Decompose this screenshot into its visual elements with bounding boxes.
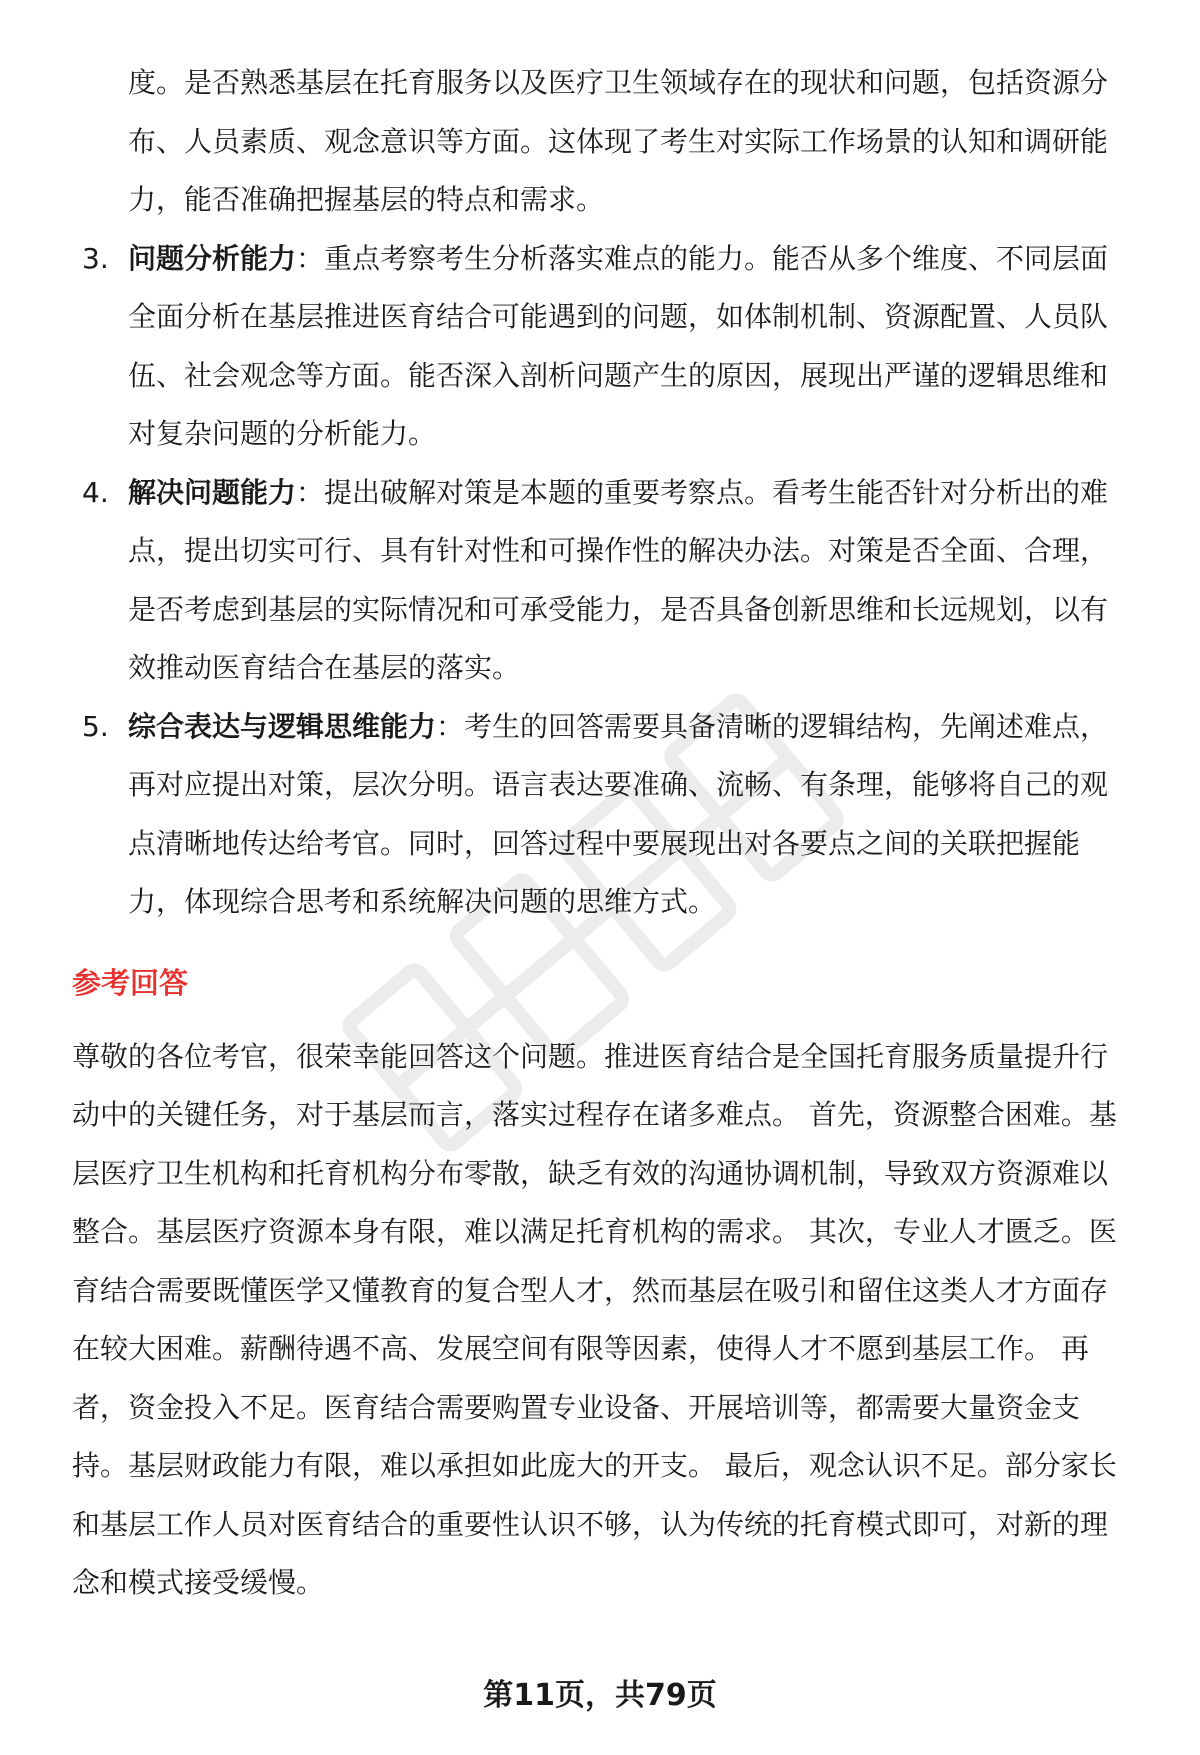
list-item-number: 4. bbox=[82, 475, 109, 509]
list-item-text: ：重点考察考生分析落实难点的能力。能否从多个维度、不同层面全面分析在基层推进医育结合可能遇到的问题，如体制机制、资源配置、人员队伍、社会观念等方面。能否深入剖析问题产生的原因，展现出严谨的逻辑思维和对复杂问题的分析能力。 bbox=[128, 241, 1109, 450]
list-item-number: 5. bbox=[82, 709, 109, 743]
ability-list bbox=[72, 230, 1132, 932]
list-item bbox=[72, 464, 1132, 698]
answer-paragraph: 尊敬的各位考官，很荣幸能回答这个问题。推进医育结合是全国托育服务质量提升行动中的关键任务，对于基层而言，落实过程存在诸多难点。 首先，资源整合困难。基层医疗卫生机构和托育机构分布零散，缺乏有效的沟通协调机制，导致双方资源难以整合。基层医疗资源本身有限，难以满足托育机构的需求。 其次，专业人才匮乏。医育结合需要既懂医学又懂教育的复合型人才，然而基层在吸引和留住这类人才方面存在较大困难。薪酬待遇不高、发展空间有限等因素，使得人才不愿到基层工作。 再者，资金投入不足。医育结合需要购置专业设备、开展培训等，都需要大量资金支持。基层财政能力有限，难以承担如此庞大的开支。 最后，观念认识不足。部分家长和基层工作人员对医育结合的重要性认识不够，认为传统的托育模式即可，对新的理念和模式接受缓慢。 bbox=[72, 1039, 1117, 1599]
answer-heading: 参考回答 bbox=[72, 965, 189, 1000]
list-item-number: 3. bbox=[82, 241, 109, 275]
list-item-term: 问题分析能力 bbox=[128, 241, 297, 275]
page-number-footer: 第11页，共79页 bbox=[483, 1678, 717, 1713]
list-item bbox=[72, 230, 1132, 464]
list-item-text: ：考生的回答需要具备清晰的逻辑结构，先阐述难点，再对应提出对策，层次分明。语言表达要准确、流畅、有条理，能够将自己的观点清晰地传达给考官。同时，回答过程中要展现出对各要点之间的关联把握能力，体现综合思考和系统解决问题的思维方式。 bbox=[128, 709, 1109, 918]
intro-paragraph: 度。是否熟悉基层在托育服务以及医疗卫生领域存在的现状和问题，包括资源分布、人员素质、观念意识等方面。这体现了考生对实际工作场景的认知和调研能力，能否准确把握基层的特点和需求。 bbox=[128, 66, 1109, 216]
list-item-term: 解决问题能力 bbox=[128, 475, 297, 509]
list-item-term: 综合表达与逻辑思维能力 bbox=[128, 709, 437, 743]
list-item-text: ：提出破解对策是本题的重要考察点。看考生能否针对分析出的难点，提出切实可行、具有针对性和可操作性的解决办法。对策是否全面、合理，是否考虑到基层的实际情况和可承受能力，是否具备创新思维和长远规划，以有效推动医育结合在基层的落实。 bbox=[128, 475, 1109, 684]
document-content bbox=[72, 54, 1132, 1613]
list-item bbox=[72, 698, 1132, 932]
